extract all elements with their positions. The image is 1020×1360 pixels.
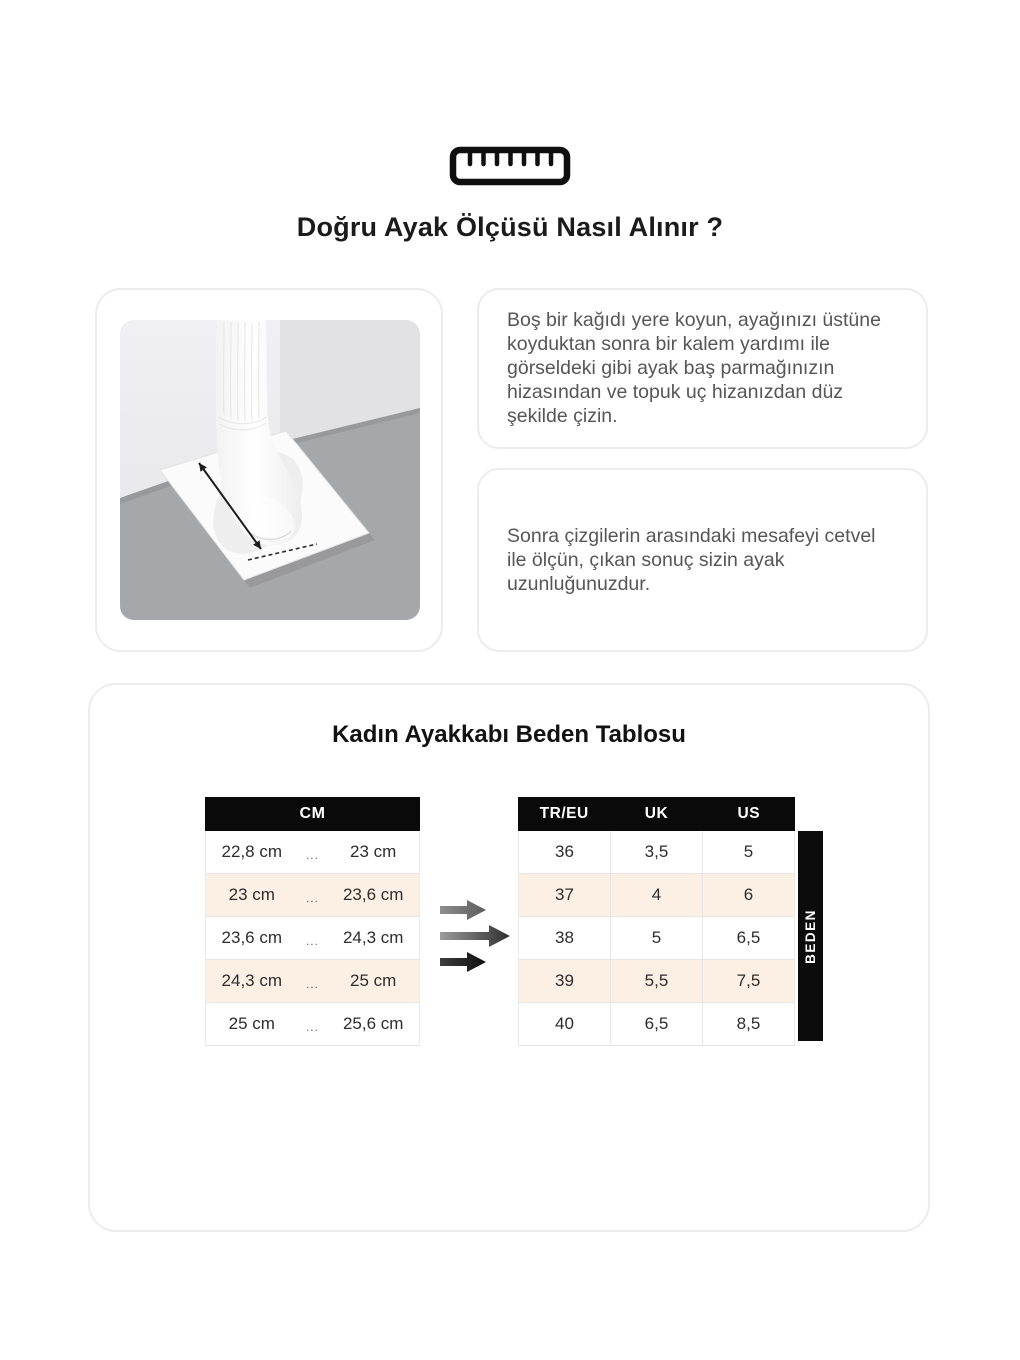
range-dots: ...	[305, 848, 319, 862]
range-dots: ...	[305, 977, 319, 991]
size-table-title: Kadın Ayakkabı Beden Tablosu	[332, 721, 686, 748]
page-title: Doğru Ayak Ölçüsü Nasıl Alınır ?	[296, 212, 724, 242]
instruction-step-2-text: Sonra çizgilerin arasındaki mesafeyi cetvel ile ölçün, çıkan sonuç sizin ayak uzunluğunuzdur.	[507, 525, 876, 595]
ruler-icon	[449, 146, 571, 191]
instruction-card-1	[477, 288, 928, 449]
cm-table-row: 22,8 cm ... 23 cm	[206, 831, 419, 874]
range-dots: ...	[305, 1020, 319, 1034]
intl-size-table	[518, 797, 795, 1046]
foot-measure-photo-card	[95, 288, 443, 652]
size-table-card	[88, 683, 930, 1232]
cm-table-row: 24,3 cm ... 25 cm	[206, 960, 419, 1003]
intl-size-row: 40 6,5 8,5	[519, 1003, 794, 1046]
intl-size-row: 37 4 6	[519, 874, 794, 917]
intl-size-row: 38 5 6,5	[519, 917, 794, 960]
cm-table-row: 23 cm ... 23,6 cm	[206, 874, 419, 917]
triple-right-arrows-icon	[440, 899, 512, 973]
cm-table-header: CM	[205, 797, 420, 831]
range-dots: ...	[305, 891, 319, 905]
cm-table	[205, 797, 420, 1046]
cm-table-row: 25 cm ... 25,6 cm	[206, 1003, 419, 1046]
intl-size-row: 36 3,5 5	[519, 831, 794, 874]
beden-side-label	[798, 831, 823, 1041]
foot-measure-photo	[120, 320, 420, 620]
cm-table-row: 23,6 cm ... 24,3 cm	[206, 917, 419, 960]
intl-size-table-header: TR/EU UK US	[518, 797, 795, 831]
range-dots: ...	[305, 934, 319, 948]
intl-size-row: 39 5,5 7,5	[519, 960, 794, 1003]
instruction-step-1-text: Boş bir kağıdı yere koyun, ayağınızı üstüne koyduktan sonra bir kalem yardımı ile görseldeki gibi ayak baş parmağınızın hizasından ve topuk uç hizanızdan düz şekilde çizin.	[507, 309, 881, 427]
beden-side-label-text: BEDEN	[803, 908, 819, 964]
instruction-card-2	[477, 468, 928, 652]
